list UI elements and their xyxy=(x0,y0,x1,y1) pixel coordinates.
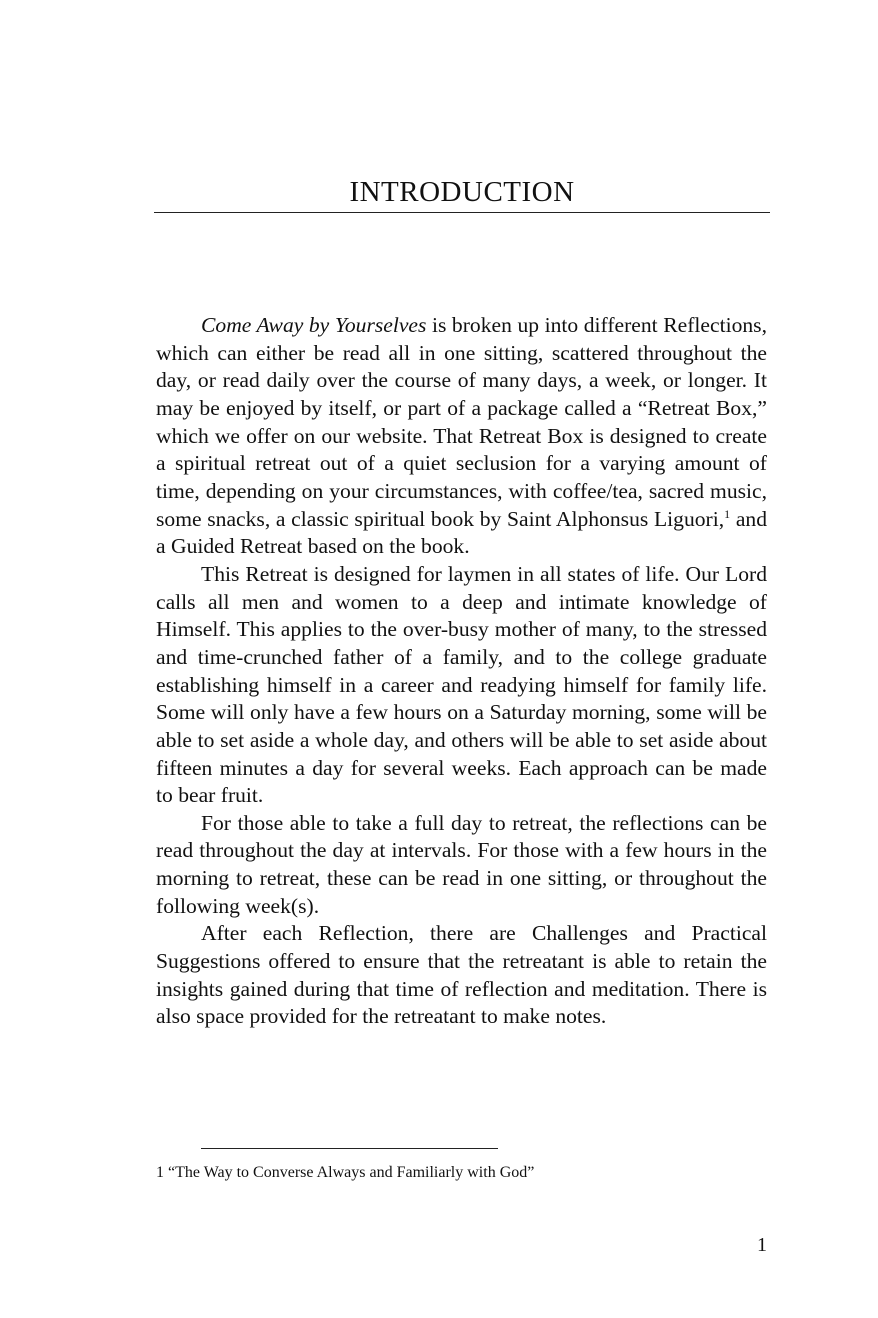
paragraph-3: For those able to take a full day to retreat, the reflections can be read throughout the day at intervals. For those with a few hours in the morning to retreat, these can be read in one sitting, or throughout the following week(s). xyxy=(156,810,767,918)
chapter-title: INTRODUCTION xyxy=(349,176,575,208)
footnote-reference: 1 xyxy=(724,506,731,521)
footnote-marker: 1 xyxy=(156,1164,164,1181)
book-title-italic: Come Away by Yourselves xyxy=(201,313,427,337)
paragraph-4: After each Reflection, there are Challenges and Practical Suggestions offered to ensure that the retreatant is able to retain the insights gained during that time of reflection and meditation. There is also space provided for the retreatant to make notes. xyxy=(156,921,767,1029)
footnote-text: “The Way to Converse Always and Familiarly with God” xyxy=(168,1164,535,1181)
paragraph-1-text-b: and a Guided Retreat based on the book. xyxy=(156,506,768,559)
paragraph-1 xyxy=(156,312,767,561)
paragraph-1-text-a: is broken up into different Reflections, which can either be read all in one sitting, scattered throughout the day, or read daily over the course of many days, a week, or longer. It may be enjoyed by itself, or part of a package called a “Retreat Box,” which we offer on our website. That Retreat Box is designed to create a spiritual retreat out of a quiet seclusion for a varying amount of time, depending on your circumstances, with coffee/tea, sacred music, some snacks, a classic spiritual book by Saint Alphonsus Liguori, xyxy=(156,313,767,531)
footnote xyxy=(156,1163,766,1183)
page-number: 1 xyxy=(757,1234,767,1256)
paragraph-2: This Retreat is designed for laymen in all states of life. Our Lord calls all men and women to a deep and intimate knowledge of Himself. This applies to the over-busy mother of many, to the stressed and time-crunched father of a family, and to the college graduate establishing himself in a career and readying himself for family life. Some will only have a few hours on a Saturday morning, some will be able to set aside a whole day, and others will be able to set aside about fifteen minutes a day for several weeks. Each approach can be made to bear fruit. xyxy=(156,561,767,808)
body-text xyxy=(156,312,767,1031)
title-underline-rule xyxy=(154,212,770,213)
footnote-separator-rule xyxy=(201,1148,498,1149)
